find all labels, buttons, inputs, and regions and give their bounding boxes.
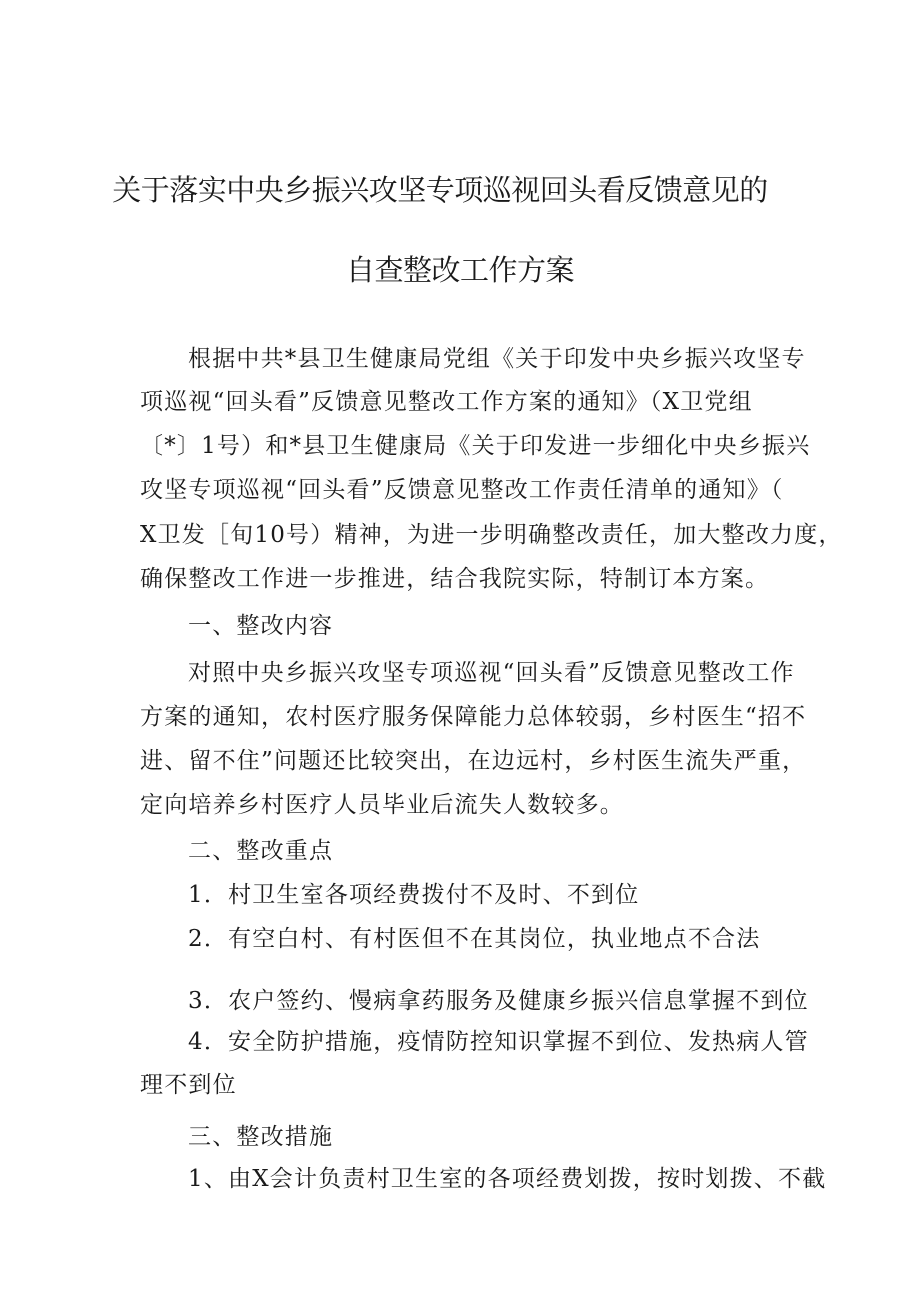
document-title-line-2: 自查整改工作方案 <box>345 253 574 287</box>
focus-item-continued: 理不到位 <box>140 1072 237 1098</box>
section1-line: 定向培养乡村医疗人员毕业后流失人数较多。 <box>140 792 624 818</box>
focus-item: 1．村卫生室各项经费拨付不及时、不到位 <box>188 882 640 908</box>
intro-line: 根据中共*县卫生健康局党组《关于印发中央乡振兴攻坚专 <box>188 346 806 372</box>
intro-line: 攻坚专项巡视“回头看”反馈意见整改工作责任清单的通知》（ <box>140 477 784 503</box>
focus-item: 3．农户签约、慢病拿药服务及健康乡振兴信息掌握不到位 <box>188 988 809 1014</box>
intro-line: 项巡视“回头看”反馈意见整改工作方案的通知》（X卫党组 <box>140 389 753 415</box>
intro-line: 〔*〕1号）和*县卫生健康局《关于印发进一步细化中央乡振兴 <box>140 433 811 459</box>
intro-line: X卫发［旬10号）精神，为进一步明确整改责任，加大整改力度， <box>140 522 843 548</box>
section1-line: 对照中央乡振兴攻坚专项巡视“回头看”反馈意见整改工作 <box>188 660 795 686</box>
section-heading-measures: 三、整改措施 <box>188 1124 334 1150</box>
section-heading-focus: 二、整改重点 <box>188 838 334 864</box>
document-title-line-1: 关于落实中央乡振兴攻坚专项巡视回头看反馈意见的 <box>112 173 768 207</box>
section1-line: 进、留不住”问题还比较突出，在边远村，乡村医生流失严重， <box>140 748 807 774</box>
section1-line: 方案的通知，农村医疗服务保障能力总体较弱，乡村医生“招不 <box>140 704 807 730</box>
intro-line: 确保整改工作进一步推进，结合我院实际，特制订本方案。 <box>140 566 770 592</box>
focus-item: 4．安全防护措施，疫情防控知识掌握不到位、发热病人管 <box>188 1029 809 1055</box>
focus-item: 2．有空白村、有村医但不在其岗位，执业地点不合法 <box>188 926 761 952</box>
section-heading-content: 一、整改内容 <box>188 613 334 639</box>
measure-item: 1、由X会计负责村卫生室的各项经费划拨，按时划拨、不截 <box>188 1166 827 1192</box>
